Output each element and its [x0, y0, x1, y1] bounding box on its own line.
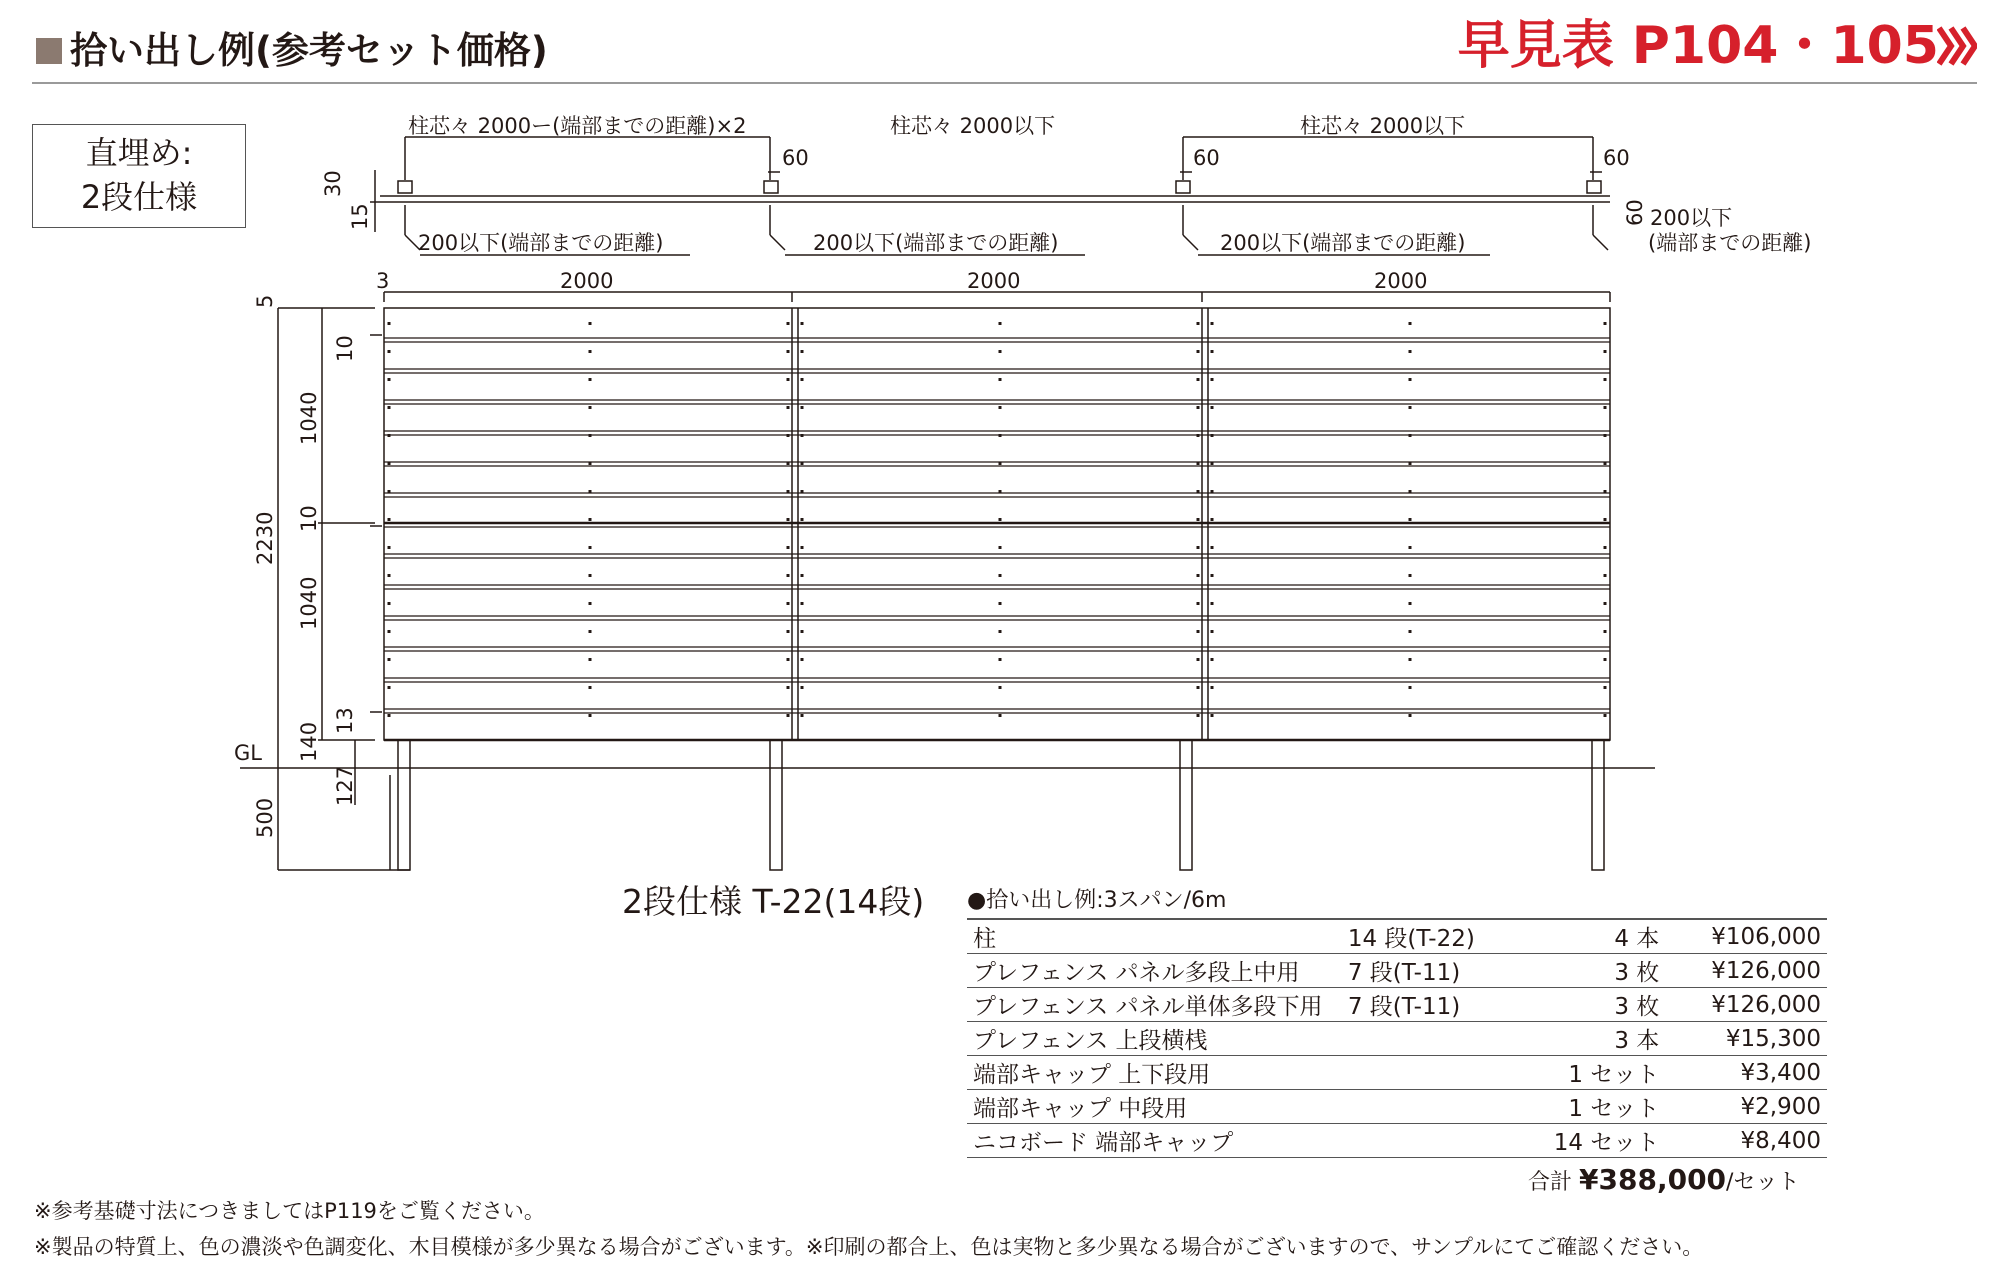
- table-row: [967, 1022, 1827, 1056]
- row-name: ニコボード 端部キャップ: [967, 1124, 1342, 1158]
- row-spec: [1342, 1056, 1534, 1090]
- page-title: 拾い出し例(参考セット価格): [70, 29, 548, 72]
- span-label-2: 柱芯々 2000以下: [890, 114, 1056, 138]
- row-price: ¥8,400: [1667, 1124, 1827, 1158]
- bottom-13-label: 13: [333, 707, 357, 734]
- post-width-3: 60: [1603, 146, 1630, 170]
- row-name: プレフェンス パネル多段上中用: [967, 954, 1342, 988]
- end-distance-1: 200以下(端部までの距離): [418, 231, 664, 255]
- row-name: 柱: [967, 919, 1342, 954]
- panel-width-2: 2000: [967, 269, 1021, 293]
- post-width-2: 60: [1193, 146, 1220, 170]
- row-name: 端部キャップ 上下段用: [967, 1056, 1342, 1090]
- embed-500-label: 500: [253, 797, 277, 838]
- row-name: プレフェンス 上段横桟: [967, 1022, 1342, 1056]
- post-width-1: 60: [782, 146, 809, 170]
- row-spec: 14 段(T-22): [1342, 919, 1534, 954]
- row-spec: 7 段(T-11): [1342, 954, 1534, 988]
- row-spec: 7 段(T-11): [1342, 988, 1534, 1022]
- total-unit: /セット: [1726, 1170, 1800, 1195]
- row-qty: 3 枚: [1534, 954, 1667, 988]
- row-name: 端部キャップ 中段用: [967, 1090, 1342, 1124]
- panel-width-3: 2000: [1374, 269, 1428, 293]
- row-qty: 3 枚: [1534, 988, 1667, 1022]
- row-name: プレフェンス パネル単体多段下用: [967, 988, 1342, 1022]
- end-distance-2: 200以下(端部までの距離): [813, 231, 1059, 255]
- span-label-1: 柱芯々 2000ー(端部までの距離)×2: [408, 114, 747, 138]
- spec-box-line1: 直埋め:: [85, 134, 193, 172]
- bottom-140-label: 140: [297, 721, 321, 762]
- end-distance-right-1: 200以下: [1650, 206, 1733, 230]
- quick-reference-link[interactable]: 早見表 P104・105: [1457, 16, 1939, 76]
- table-row: [967, 1090, 1827, 1124]
- span-label-3: 柱芯々 2000以下: [1300, 114, 1466, 138]
- end-distance-right-2: (端部までの距離): [1648, 231, 1812, 255]
- plan-dim-30: 30: [321, 170, 345, 197]
- table-row: [967, 1056, 1827, 1090]
- table-row: [967, 954, 1827, 988]
- spec-box-line2: 2段仕様: [80, 178, 198, 216]
- top-5-label: 5: [253, 294, 277, 308]
- row-price: ¥2,900: [1667, 1090, 1827, 1124]
- table-row: [967, 919, 1827, 954]
- row-qty: 1 セット: [1534, 1090, 1667, 1124]
- panel-height-upper: 1040: [297, 391, 321, 445]
- gap-10-middle: 10: [297, 505, 321, 532]
- table-row: [967, 1124, 1827, 1158]
- row-price: ¥126,000: [1667, 954, 1827, 988]
- plan-dim-60: 60: [1623, 199, 1647, 226]
- row-qty: 3 本: [1534, 1022, 1667, 1056]
- table-row: [967, 988, 1827, 1022]
- row-spec: [1342, 1090, 1534, 1124]
- row-qty: 1 セット: [1534, 1056, 1667, 1090]
- plan-dim-15: 15: [348, 203, 372, 230]
- row-price: ¥3,400: [1667, 1056, 1827, 1090]
- parts-table: [967, 918, 1827, 1158]
- gap-10-upper: 10: [333, 335, 357, 362]
- row-price: ¥126,000: [1667, 988, 1827, 1022]
- total-label: 合計: [1528, 1170, 1573, 1195]
- row-qty: 14 セット: [1534, 1124, 1667, 1158]
- row-price: ¥106,000: [1667, 919, 1827, 954]
- row-qty: 4 本: [1534, 919, 1667, 954]
- footnote-2: ※製品の特質上、色の濃淡や色調変化、木目模様が多少異なる場合がございます。※印刷の都合上、色は実物と多少異なる場合がございますので、サンプルにてご確認ください。: [34, 1235, 1704, 1259]
- row-price: ¥15,300: [1667, 1022, 1827, 1056]
- end-distance-3: 200以下(端部までの距離): [1220, 231, 1466, 255]
- footnote-1: ※参考基礎寸法につきましてはP119をご覧ください。: [34, 1199, 545, 1223]
- embed-127-label: 127: [333, 765, 357, 806]
- table-heading: ●拾い出し例:3スパン/6m: [967, 888, 1227, 913]
- gap-3-label: 3: [376, 269, 390, 293]
- total-price: [1528, 1162, 1799, 1201]
- ground-level-label: GL: [234, 741, 262, 765]
- row-spec: [1342, 1022, 1534, 1056]
- total-height-label: 2230: [253, 511, 277, 565]
- row-spec: [1342, 1124, 1534, 1158]
- panel-height-lower: 1040: [297, 576, 321, 630]
- total-amount: ¥388,000: [1579, 1163, 1727, 1196]
- panel-width-1: 2000: [560, 269, 614, 293]
- drawing-caption: 2段仕様 T-22(14段): [622, 882, 925, 921]
